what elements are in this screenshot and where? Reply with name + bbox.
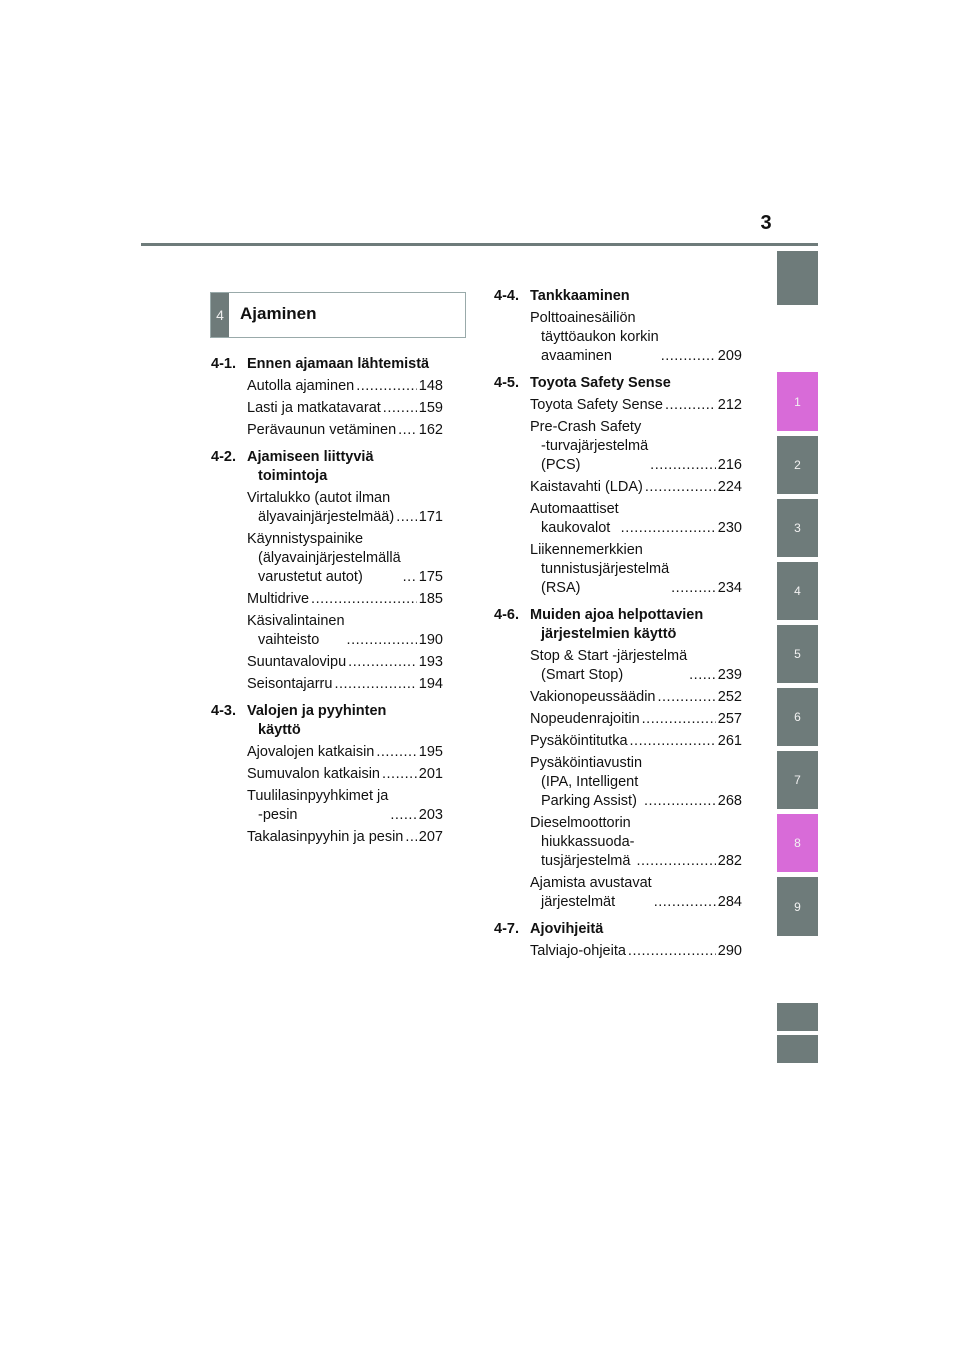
page-number: 3 bbox=[760, 212, 772, 234]
entry-page-number: 282 bbox=[717, 853, 742, 869]
leader-dots bbox=[658, 688, 716, 707]
section-title-line: Muiden ajoa helpottavien bbox=[530, 607, 704, 623]
entry-page-number: 209 bbox=[717, 348, 742, 364]
toc-entry[interactable] bbox=[530, 874, 742, 912]
entry-page-number: 261 bbox=[717, 733, 742, 749]
toc-right-column bbox=[494, 287, 742, 969]
toc-entry[interactable] bbox=[530, 500, 742, 538]
entry-page-number: 171 bbox=[418, 509, 443, 525]
leader-dots bbox=[645, 478, 716, 497]
chapter-tab-3[interactable]: 3 bbox=[777, 499, 818, 557]
toc-entry[interactable] bbox=[530, 647, 742, 685]
toc-entry[interactable] bbox=[530, 478, 742, 497]
entry-page-number: 284 bbox=[717, 894, 742, 910]
entry-label-line: täyttöaukon korkin bbox=[541, 329, 659, 345]
entry-page-number: 201 bbox=[418, 766, 443, 782]
entry-label-line: (Smart Stop) bbox=[541, 667, 624, 683]
section-title-line: Valojen ja pyyhinten bbox=[247, 703, 387, 719]
leader-dots bbox=[334, 675, 416, 694]
leader-dots bbox=[356, 377, 417, 396]
leader-dots bbox=[630, 732, 716, 751]
entry-label bbox=[247, 612, 345, 650]
leader-dots bbox=[390, 806, 416, 825]
entry-label bbox=[247, 743, 374, 762]
leader-dots bbox=[347, 631, 417, 650]
chapter-tab-8[interactable]: 8 bbox=[777, 814, 818, 872]
entry-page-number: 257 bbox=[717, 711, 742, 727]
section-title-line: Tankkaaminen bbox=[530, 288, 630, 304]
entry-label bbox=[247, 399, 381, 418]
leader-dots bbox=[661, 347, 716, 366]
toc-section bbox=[211, 355, 443, 374]
entry-label-line: (älyavainjärjestelmällä bbox=[258, 550, 401, 566]
entry-label-line: Pre-Crash Safety bbox=[530, 419, 642, 435]
entry-label-line: Takalasinpyyhin ja pesin bbox=[247, 829, 404, 845]
section-number: 4-1. bbox=[211, 356, 236, 372]
section-number: 4-7. bbox=[494, 921, 519, 937]
leader-dots bbox=[644, 792, 716, 811]
leader-dots bbox=[665, 396, 716, 415]
toc-section bbox=[211, 448, 443, 486]
section-title bbox=[530, 287, 742, 306]
section-number: 4-4. bbox=[494, 288, 519, 304]
entry-page-number: 252 bbox=[717, 689, 742, 705]
entry-label bbox=[247, 653, 346, 672]
leader-dots bbox=[383, 399, 417, 418]
entry-label-line: Tuulilasinpyyhkimet ja bbox=[247, 788, 389, 804]
chapter-tab-7[interactable]: 7 bbox=[777, 751, 818, 809]
leader-dots bbox=[382, 765, 417, 784]
entry-label-line: -turvajärjestelmä bbox=[541, 438, 649, 454]
toc-entry[interactable] bbox=[247, 765, 443, 784]
entry-page-number: 230 bbox=[717, 520, 742, 536]
leader-dots bbox=[654, 893, 716, 912]
toc-entry[interactable] bbox=[530, 541, 742, 598]
toc-entry[interactable] bbox=[530, 732, 742, 751]
chapter-tab-blank[interactable] bbox=[777, 251, 818, 305]
entry-page-number: 207 bbox=[418, 829, 443, 845]
section-title-line: Ennen ajamaan lähtemistä bbox=[247, 356, 430, 372]
entry-label-line: tusjärjestelmä bbox=[541, 853, 631, 869]
section-title bbox=[247, 702, 443, 740]
leader-dots bbox=[403, 568, 417, 587]
section-title bbox=[530, 374, 742, 393]
entry-label-line: Autolla ajaminen bbox=[247, 378, 355, 394]
section-title-line: Ajamiseen liittyviä bbox=[247, 449, 374, 465]
toc-left-column bbox=[211, 355, 443, 855]
leader-dots bbox=[376, 743, 416, 762]
entry-label-line: Pysäköintitutka bbox=[530, 733, 628, 749]
leader-dots bbox=[689, 666, 716, 685]
entry-label-line: Suuntavalovipu bbox=[247, 654, 347, 670]
entry-label-line: Multidrive bbox=[247, 591, 310, 607]
entry-label-line: Parking Assist) bbox=[541, 793, 637, 809]
section-title bbox=[247, 448, 443, 486]
entry-label-line: Ajovalojen katkaisin bbox=[247, 744, 375, 760]
chapter-tab-5[interactable]: 5 bbox=[777, 625, 818, 683]
toc-entry[interactable] bbox=[530, 942, 742, 961]
entry-page-number: 175 bbox=[418, 569, 443, 585]
toc-entry[interactable] bbox=[530, 710, 742, 729]
toc-entry[interactable] bbox=[247, 377, 443, 396]
entry-label bbox=[247, 590, 309, 609]
entry-label-line: tunnistusjärjestelmä bbox=[541, 561, 670, 577]
section-title bbox=[530, 606, 742, 644]
entry-label-line: (PCS) bbox=[541, 457, 581, 473]
toc-entry[interactable] bbox=[247, 421, 443, 440]
entry-label bbox=[530, 541, 669, 598]
entry-label bbox=[530, 396, 663, 415]
header-rule bbox=[141, 243, 818, 246]
entry-label bbox=[247, 377, 354, 396]
entry-label-line: Dieselmoottorin bbox=[530, 815, 631, 831]
chapter-tab-1[interactable]: 1 bbox=[777, 372, 818, 431]
section-number: 4-6. bbox=[494, 607, 519, 623]
toc-entry[interactable] bbox=[247, 399, 443, 418]
chapter-tab-blank[interactable] bbox=[777, 1035, 818, 1063]
entry-label bbox=[530, 710, 640, 729]
toc-section bbox=[494, 374, 742, 393]
entry-page-number: 195 bbox=[418, 744, 443, 760]
toc-entry[interactable] bbox=[530, 688, 742, 707]
entry-label-line: vaihteisto bbox=[258, 632, 320, 648]
entry-label-line: (IPA, Intelligent bbox=[541, 774, 639, 790]
entry-label-line: avaaminen bbox=[541, 348, 612, 364]
leader-dots bbox=[348, 653, 417, 672]
entry-label bbox=[247, 421, 396, 440]
entry-label-line: Ajamista avustavat bbox=[530, 875, 652, 891]
toc-entry[interactable] bbox=[530, 418, 742, 475]
leader-dots bbox=[398, 421, 417, 440]
entry-page-number: 203 bbox=[418, 807, 443, 823]
chapter-title: Ajaminen bbox=[240, 304, 317, 323]
section-title-line: toimintoja bbox=[258, 468, 328, 484]
chapter-number: 4 bbox=[211, 293, 229, 337]
entry-label bbox=[247, 530, 401, 587]
entry-label bbox=[530, 942, 626, 961]
chapter-tab-9[interactable]: 9 bbox=[777, 877, 818, 936]
section-title-line: käyttö bbox=[258, 722, 301, 738]
entry-label bbox=[247, 489, 394, 527]
entry-label-line: Kaistavahti (LDA) bbox=[530, 479, 643, 495]
section-title-line: järjestelmien käyttö bbox=[541, 626, 677, 642]
entry-label-line: Seisontajarru bbox=[247, 676, 333, 692]
entry-label bbox=[530, 500, 619, 538]
leader-dots bbox=[311, 590, 417, 609]
toc-entry[interactable] bbox=[530, 309, 742, 366]
toc-section bbox=[211, 702, 443, 740]
entry-page-number: 239 bbox=[717, 667, 742, 683]
entry-page-number: 234 bbox=[717, 580, 742, 596]
entry-label-line: Lasti ja matkatavarat bbox=[247, 400, 381, 416]
entry-label-line: Perävaunun vetäminen bbox=[247, 422, 397, 438]
entry-label bbox=[530, 688, 656, 707]
entry-label bbox=[530, 754, 642, 811]
entry-page-number: 212 bbox=[717, 397, 742, 413]
entry-page-number: 162 bbox=[418, 422, 443, 438]
toc-entry[interactable] bbox=[247, 828, 443, 847]
toc-section bbox=[494, 287, 742, 306]
entry-page-number: 268 bbox=[717, 793, 742, 809]
entry-page-number: 190 bbox=[418, 632, 443, 648]
entry-label-line: Käynnistyspainike bbox=[247, 531, 364, 547]
entry-label-line: Nopeudenrajoitin bbox=[530, 711, 640, 727]
entry-label-line: Polttoainesäiliön bbox=[530, 310, 636, 326]
entry-label bbox=[530, 309, 659, 366]
entry-label bbox=[530, 874, 652, 912]
section-number: 4-5. bbox=[494, 375, 519, 391]
toc-entry[interactable] bbox=[247, 675, 443, 694]
entry-label bbox=[247, 675, 332, 694]
entry-page-number: 159 bbox=[418, 400, 443, 416]
toc-section bbox=[494, 606, 742, 644]
entry-label bbox=[530, 418, 648, 475]
toc-entry[interactable] bbox=[247, 653, 443, 672]
entry-page-number: 148 bbox=[418, 378, 443, 394]
toc-entry[interactable] bbox=[247, 743, 443, 762]
entry-label-line: Virtalukko (autot ilman bbox=[247, 490, 391, 506]
section-title-line: Toyota Safety Sense bbox=[530, 375, 671, 391]
leader-dots bbox=[396, 508, 417, 527]
leader-dots bbox=[650, 456, 716, 475]
entry-label bbox=[247, 828, 403, 847]
entry-label-line: Sumuvalon katkaisin bbox=[247, 766, 380, 782]
entry-label-line: Pysäköintiavustin bbox=[530, 755, 643, 771]
section-title bbox=[247, 355, 443, 374]
chapter-tab-2[interactable]: 2 bbox=[777, 436, 818, 494]
entry-label bbox=[530, 814, 635, 871]
toc-entry[interactable] bbox=[530, 396, 742, 415]
toc-entry[interactable] bbox=[247, 530, 443, 587]
entry-label-line: Stop & Start -järjestelmä bbox=[530, 648, 688, 664]
entry-label-line: Vakionopeussäädin bbox=[530, 689, 656, 705]
section-title bbox=[530, 920, 742, 939]
toc-section bbox=[494, 920, 742, 939]
entry-label-line: varustetut autot) bbox=[258, 569, 363, 585]
entry-label-line: Toyota Safety Sense bbox=[530, 397, 663, 413]
entry-label bbox=[530, 647, 687, 685]
entry-label-line: hiukkassuoda- bbox=[541, 834, 635, 850]
section-title-line: Ajovihjeitä bbox=[530, 921, 604, 937]
entry-page-number: 194 bbox=[418, 676, 443, 692]
section-number: 4-3. bbox=[211, 703, 236, 719]
entry-label bbox=[247, 765, 380, 784]
entry-label-line: -pesin bbox=[258, 807, 298, 823]
leader-dots bbox=[621, 519, 716, 538]
leader-dots bbox=[405, 828, 416, 847]
leader-dots bbox=[671, 579, 716, 598]
toc-entry[interactable] bbox=[247, 787, 443, 825]
entry-label bbox=[530, 732, 628, 751]
entry-label-line: Käsivalintainen bbox=[247, 613, 345, 629]
entry-label-line: järjestelmät bbox=[541, 894, 616, 910]
leader-dots bbox=[642, 710, 716, 729]
entry-label-line: (RSA) bbox=[541, 580, 581, 596]
entry-page-number: 290 bbox=[717, 943, 742, 959]
entry-label bbox=[247, 787, 388, 825]
entry-label-line: kaukovalot bbox=[541, 520, 611, 536]
section-number: 4-2. bbox=[211, 449, 236, 465]
toc-entry[interactable] bbox=[247, 612, 443, 650]
chapter-tab-6[interactable]: 6 bbox=[777, 688, 818, 746]
chapter-header bbox=[210, 292, 466, 338]
toc-entry[interactable] bbox=[530, 814, 742, 871]
entry-page-number: 193 bbox=[418, 654, 443, 670]
leader-dots bbox=[628, 942, 716, 961]
entry-page-number: 224 bbox=[717, 479, 742, 495]
entry-label-line: älyavainjärjestelmää) bbox=[258, 509, 395, 525]
toc-entry[interactable] bbox=[247, 489, 443, 527]
chapter-tab-blank[interactable] bbox=[777, 1003, 818, 1031]
entry-page-number: 185 bbox=[418, 591, 443, 607]
leader-dots bbox=[637, 852, 716, 871]
entry-label bbox=[530, 478, 643, 497]
entry-label-line: Talviajo-ohjeita bbox=[530, 943, 626, 959]
toc-entry[interactable] bbox=[530, 754, 742, 811]
entry-page-number: 216 bbox=[717, 457, 742, 473]
entry-label-line: Liikennemerkkien bbox=[530, 542, 643, 558]
chapter-tab-4[interactable]: 4 bbox=[777, 562, 818, 620]
entry-label-line: Automaattiset bbox=[530, 501, 619, 517]
toc-entry[interactable] bbox=[247, 590, 443, 609]
